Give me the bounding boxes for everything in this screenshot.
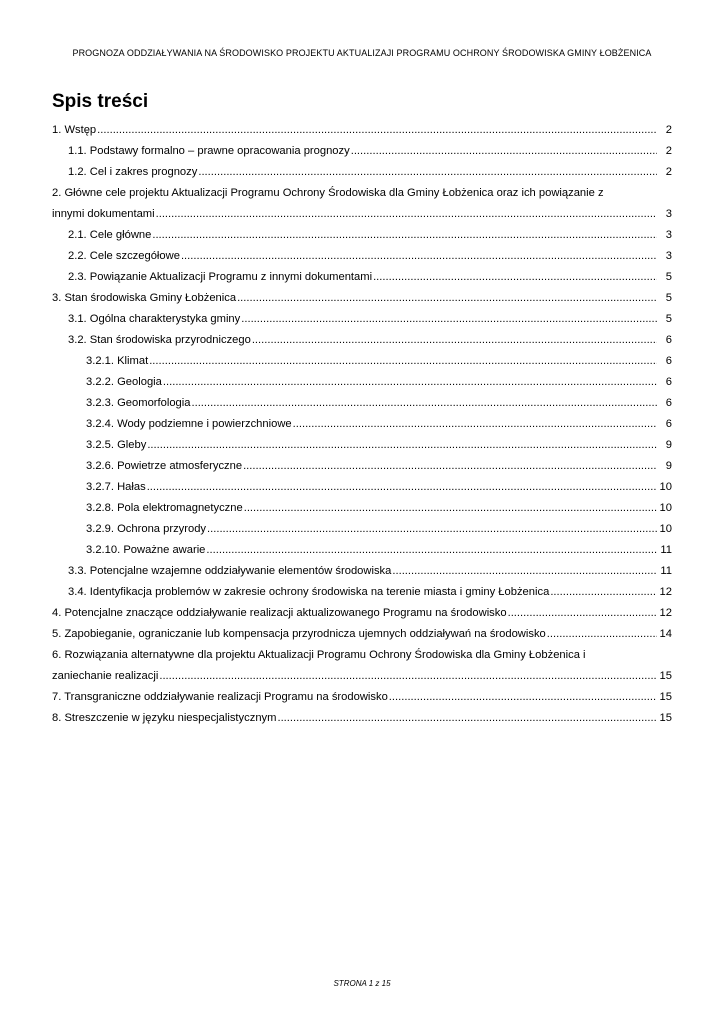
toc-entry-text: 3.1. Ogólna charakterystyka gminy bbox=[68, 313, 241, 325]
dot-leader bbox=[351, 141, 657, 162]
toc-entry-3-2-10[interactable] bbox=[52, 540, 672, 561]
toc-entry-text: 2.2. Cele szczegółowe bbox=[68, 250, 180, 262]
toc-entry-3-1[interactable] bbox=[52, 309, 672, 330]
toc-entry-text: 3.2.10. Poważne awarie bbox=[86, 544, 206, 556]
toc-entry-8[interactable] bbox=[52, 708, 672, 729]
toc-entry-text: 7. Transgraniczne oddziaływanie realizacji Programu na środowisko bbox=[52, 691, 388, 703]
toc-entry-text: 3.3. Potencjalne wzajemne oddziaływanie elementów środowiska bbox=[68, 565, 392, 577]
toc-entry-text: 3.2.1. Klimat bbox=[86, 355, 149, 367]
toc-entry-text: 5. Zapobieganie, ograniczanie lub kompensacja przyrodnicza ujemnych oddziaływań na środowisko bbox=[52, 628, 546, 640]
toc-entry-3-2-1[interactable] bbox=[52, 351, 672, 372]
toc-page-number: 10 bbox=[659, 481, 672, 493]
toc-entry-7[interactable] bbox=[52, 687, 672, 708]
toc-entry-2-3[interactable] bbox=[52, 267, 672, 288]
toc-page-number: 3 bbox=[665, 250, 672, 262]
toc-entry-3-2-9[interactable] bbox=[52, 519, 672, 540]
dot-leader bbox=[147, 435, 657, 456]
toc-entry-text: 2.3. Powiązanie Aktualizacji Programu z innymi dokumentami bbox=[68, 271, 373, 283]
toc-page-number: 9 bbox=[665, 460, 672, 472]
toc-page-number: 12 bbox=[659, 607, 672, 619]
toc-entry-text: 8. Streszczenie w języku niespecjalistycznym bbox=[52, 712, 277, 724]
dot-leader bbox=[181, 246, 657, 267]
toc-page-number: 12 bbox=[659, 586, 672, 598]
dot-leader bbox=[243, 456, 657, 477]
toc-page-number: 6 bbox=[665, 334, 672, 346]
dot-leader bbox=[508, 603, 657, 624]
toc-entry-1-1[interactable] bbox=[52, 141, 672, 162]
toc-entry-text: 3.2.6. Powietrze atmosferyczne bbox=[86, 460, 243, 472]
toc-page-number: 2 bbox=[665, 166, 672, 178]
toc-page-number: 9 bbox=[665, 439, 672, 451]
toc-entry-3[interactable] bbox=[52, 288, 672, 309]
dot-leader bbox=[373, 267, 657, 288]
toc-entry-3-2-3[interactable] bbox=[52, 393, 672, 414]
toc-page-number: 2 bbox=[665, 124, 672, 136]
dot-leader bbox=[252, 330, 657, 351]
toc-entry-text: 4. Potencjalne znaczące oddziaływanie realizacji aktualizowanego Programu na środowisko bbox=[52, 607, 507, 619]
toc-entry-3-2[interactable] bbox=[52, 330, 672, 351]
toc-entry-text: zaniechanie realizacji bbox=[52, 670, 159, 682]
page-footer: STRONA 1 z 15 bbox=[333, 979, 391, 988]
dot-leader bbox=[206, 540, 657, 561]
table-of-contents bbox=[52, 120, 672, 729]
toc-page-number: 11 bbox=[660, 565, 672, 577]
toc-page-number: 6 bbox=[665, 376, 672, 388]
toc-entry-text: 3.2.7. Hałas bbox=[86, 481, 146, 493]
toc-entry-text: 1.1. Podstawy formalno – prawne opracowania prognozy bbox=[68, 145, 350, 157]
toc-title: Spis treści bbox=[52, 91, 149, 112]
toc-entry-text: 3.2.8. Pola elektromagnetyczne bbox=[86, 502, 243, 514]
toc-entry-5[interactable] bbox=[52, 624, 672, 645]
dot-leader bbox=[277, 708, 656, 729]
toc-entry-4[interactable] bbox=[52, 603, 672, 624]
toc-entry-3-2-6[interactable] bbox=[52, 456, 672, 477]
toc-entry-text: 3.2.3. Geomorfologia bbox=[86, 397, 191, 409]
toc-entry-2-1[interactable] bbox=[52, 225, 672, 246]
toc-page-number: 11 bbox=[660, 544, 672, 556]
toc-entry-6[interactable] bbox=[52, 645, 672, 687]
toc-entry-3-2-7[interactable] bbox=[52, 477, 672, 498]
dot-leader bbox=[244, 498, 657, 519]
toc-entry-text: 3. Stan środowiska Gminy Łobżenica bbox=[52, 292, 237, 304]
dot-leader bbox=[156, 204, 657, 225]
toc-page-number: 6 bbox=[665, 397, 672, 409]
dot-leader bbox=[198, 162, 657, 183]
toc-page-number: 15 bbox=[659, 670, 672, 682]
dot-leader bbox=[241, 309, 657, 330]
toc-page-number: 3 bbox=[665, 229, 672, 241]
toc-entry-2-2[interactable] bbox=[52, 246, 672, 267]
toc-page-number: 5 bbox=[665, 292, 672, 304]
dot-leader bbox=[147, 477, 657, 498]
toc-page-number: 5 bbox=[665, 313, 672, 325]
toc-entry-text: 3.2.4. Wody podziemne i powierzchniowe bbox=[86, 418, 292, 430]
toc-entry-text: 3.2.5. Gleby bbox=[86, 439, 147, 451]
dot-leader bbox=[389, 687, 657, 708]
toc-entry-first-line: 6. Rozwiązania alternatywne dla projektu Aktualizacji Programu Ochrony Środowiska dla Gminy Łobżenica i bbox=[52, 649, 586, 661]
toc-page-number: 15 bbox=[659, 712, 672, 724]
toc-page-number: 10 bbox=[659, 523, 672, 535]
toc-entry-text: 3.2. Stan środowiska przyrodniczego bbox=[68, 334, 251, 346]
toc-page-number: 10 bbox=[659, 502, 672, 514]
dot-leader bbox=[97, 120, 657, 141]
toc-page-number: 2 bbox=[665, 145, 672, 157]
toc-entry-text: 2.1. Cele główne bbox=[68, 229, 152, 241]
dot-leader bbox=[159, 666, 656, 687]
toc-entry-3-4[interactable] bbox=[52, 582, 672, 603]
dot-leader bbox=[149, 351, 657, 372]
toc-entry-text: 3.2.9. Ochrona przyrody bbox=[86, 523, 207, 535]
toc-entry-3-2-8[interactable] bbox=[52, 498, 672, 519]
toc-page-number: 14 bbox=[659, 628, 672, 640]
dot-leader bbox=[237, 288, 657, 309]
toc-page-number: 3 bbox=[665, 208, 672, 220]
dot-leader bbox=[547, 624, 657, 645]
toc-entry-1[interactable] bbox=[52, 120, 672, 141]
toc-entry-first-line: 2. Główne cele projektu Aktualizacji Programu Ochrony Środowiska dla Gminy Łobżenica oraz ich powiązanie z bbox=[52, 187, 604, 199]
running-header: PROGNOZA ODDZIAŁYWANIA NA ŚRODOWISKO PROJEKTU AKTUALIZAJI PROGRAMU OCHRONY ŚRODOWISKA GMINY ŁOBŻENICA bbox=[72, 48, 652, 58]
dot-leader bbox=[392, 561, 657, 582]
toc-page-number: 15 bbox=[659, 691, 672, 703]
toc-entry-text: 1. Wstęp bbox=[52, 124, 97, 136]
toc-entry-2[interactable] bbox=[52, 183, 672, 225]
dot-leader bbox=[550, 582, 656, 603]
toc-entry-3-2-2[interactable] bbox=[52, 372, 672, 393]
toc-page-number: 6 bbox=[665, 355, 672, 367]
toc-entry-1-2[interactable] bbox=[52, 162, 672, 183]
dot-leader bbox=[207, 519, 657, 540]
toc-entry-text: 3.4. Identyfikacja problemów w zakresie ochrony środowiska na terenie miasta i gminy Łobżenica bbox=[68, 586, 550, 598]
dot-leader bbox=[191, 393, 657, 414]
toc-page-number: 5 bbox=[665, 271, 672, 283]
toc-entry-3-2-4[interactable] bbox=[52, 414, 672, 435]
toc-entry-3-2-5[interactable] bbox=[52, 435, 672, 456]
toc-entry-text: 1.2. Cel i zakres prognozy bbox=[68, 166, 198, 178]
toc-entry-text: 3.2.2. Geologia bbox=[86, 376, 162, 388]
toc-entry-text: innymi dokumentami bbox=[52, 208, 155, 220]
dot-leader bbox=[152, 225, 657, 246]
dot-leader bbox=[293, 414, 657, 435]
toc-page-number: 6 bbox=[665, 418, 672, 430]
dot-leader bbox=[163, 372, 657, 393]
toc-entry-3-3[interactable] bbox=[52, 561, 672, 582]
